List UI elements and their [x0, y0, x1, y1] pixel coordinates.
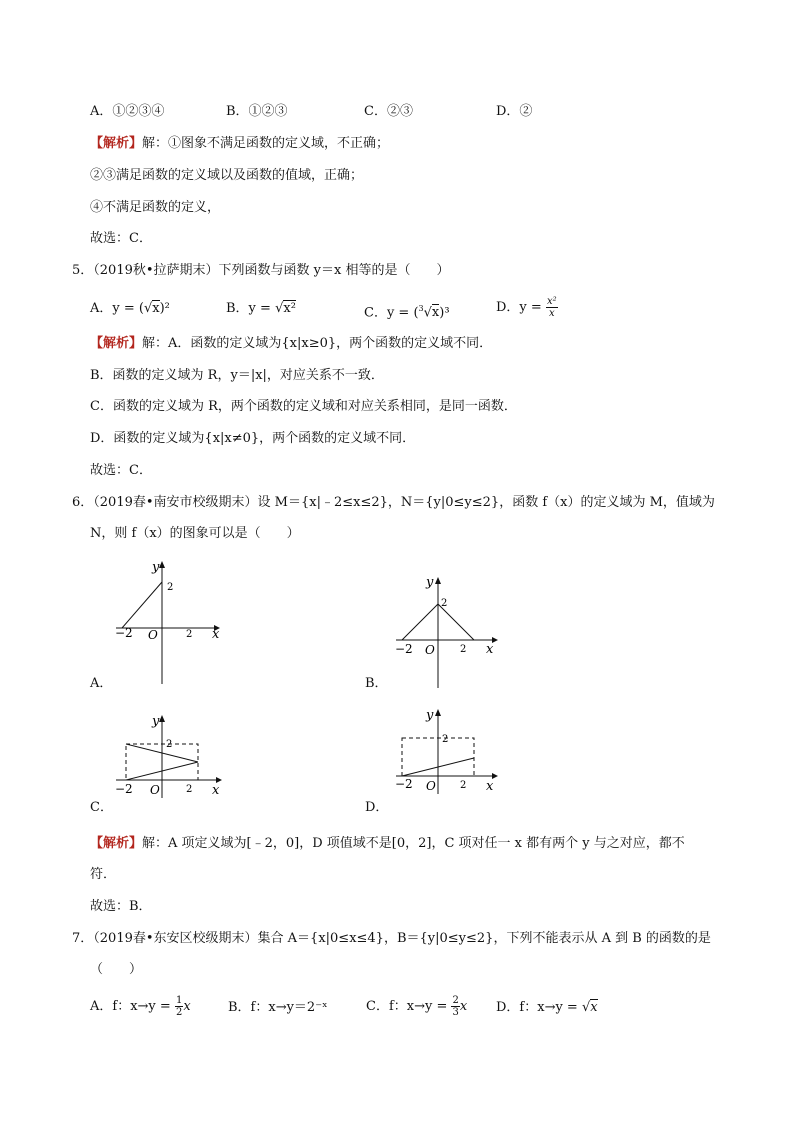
q6-stem-line-1: 6．（2019春•南安市校级期末）设 M＝{x|﹣2≤x≤2}，N＝{y|0≤y≤2}，函数 f（x）的定义域为 M，值域为	[72, 495, 715, 510]
graph-c	[112, 710, 224, 800]
q5-option-c: C．y = ($^3$√x)³	[364, 304, 450, 321]
graph-c-x-neg-tick: −2	[115, 782, 133, 796]
q4-answer: 故选：C．	[90, 231, 152, 246]
graph-b-x-label: x	[486, 642, 494, 657]
graph-a-x-tick: 2	[186, 629, 193, 640]
q6-answer: 故选：B．	[90, 899, 152, 914]
graph-d-y-tick: 2	[442, 734, 449, 745]
q5-analysis-line-1: 【解析】解：A．函数的定义域为{x|x≥0}，两个函数的定义域不同．	[90, 336, 493, 351]
graph-b-y-label: y	[426, 575, 434, 590]
graph-d-x-tick: 2	[460, 780, 467, 791]
q5-analysis-line-3: C．函数的定义域为 R，两个函数的定义域和对应关系相同，是同一函数．	[90, 399, 517, 414]
graph-c-x-label: x	[212, 783, 220, 798]
q5-analysis-line-2: B．函数的定义域为 R，y＝|x|，对应关系不一致．	[90, 368, 384, 383]
graph-a-origin: O	[148, 628, 158, 642]
q4-analysis-line-2: ②③满足函数的定义域以及函数的值域，正确；	[90, 168, 364, 183]
graph-b-label: B．	[365, 676, 388, 691]
q6-stem-line-2: N，则 f（x）的图象可以是（ ）	[90, 526, 300, 541]
graph-b-x-tick: 2	[460, 644, 467, 655]
graph-c-origin: O	[150, 783, 160, 797]
graph-b-y-tick: 2	[441, 598, 448, 609]
q4-analysis-line-1: 【解析】解：①图象不满足函数的定义域，不正确；	[90, 136, 390, 151]
q5-answer: 故选：C．	[90, 463, 152, 478]
q7-stem-line-1: 7．（2019春•东安区校级期末）集合 A＝{x|0≤x≤4}，B＝{y|0≤y≤2}，下列不能表示从 A 到 B 的函数的是	[72, 931, 711, 946]
q7-option-a: A．f：x→y = $\frac{1}{2}$ x	[90, 995, 191, 1018]
q4-option-c: C．②③	[364, 104, 413, 119]
graph-c-label: C．	[90, 800, 113, 815]
graph-c-y-label: y	[152, 714, 160, 729]
q7-stem-line-2: （ ）	[90, 962, 143, 977]
graph-a-y-label: y	[152, 560, 160, 575]
graph-a-label: A．	[90, 676, 113, 691]
graph-d-x-label: x	[486, 779, 494, 794]
graph-d-x-neg-tick: −2	[395, 777, 413, 791]
graph-a	[112, 556, 222, 688]
q7-option-d: D．f：x→y = √x	[496, 1000, 598, 1015]
graph-c-y-tick: 2	[166, 739, 173, 750]
q6-analysis-line-1: 【解析】解：A 项定义域为[﹣2，0]，D 项值域不是[0，2]，C 项对任一 x 都有两个 y 与之对应，都不	[90, 836, 685, 851]
q6-analysis-line-2: 符．	[90, 867, 117, 882]
graph-b	[392, 570, 502, 692]
q4-analysis-line-3: ④不满足函数的定义，	[90, 200, 221, 215]
graph-b-x-neg-tick: −2	[395, 642, 413, 656]
graph-d-label: D．	[365, 800, 389, 815]
graph-d	[392, 704, 504, 796]
q5-option-a: A．y = (√x)²	[90, 301, 170, 316]
q7-option-c: C．f：x→y = $\frac{2}{3}$ x	[366, 995, 468, 1018]
graph-d-origin: O	[426, 779, 436, 793]
graph-a-x-label: x	[212, 627, 220, 642]
graph-a-y-tick: 2	[167, 582, 174, 593]
graph-a-x-neg-tick: −2	[115, 626, 133, 640]
q7-option-b: B．f：x→y＝2⁻ˣ	[228, 1000, 328, 1015]
graph-b-origin: O	[425, 643, 435, 657]
q5-analysis-line-4: D．函数的定义域为{x|x≠0}，两个函数的定义域不同．	[90, 431, 416, 446]
q5-option-d: D．y = $\frac{\text{x²}}{x}$	[496, 296, 557, 319]
q4-option-a: A．①②③④	[90, 104, 165, 119]
q5-option-b: B．y = √x²	[226, 301, 296, 316]
q4-option-d: D．②	[496, 104, 533, 119]
q4-option-b: B．①②③	[226, 104, 288, 119]
q5-stem: 5．（2019秋•拉萨期末）下列函数与函数 y＝x 相等的是（ ）	[72, 263, 450, 278]
graph-d-y-label: y	[426, 708, 434, 723]
graph-c-x-tick: 2	[186, 784, 193, 795]
